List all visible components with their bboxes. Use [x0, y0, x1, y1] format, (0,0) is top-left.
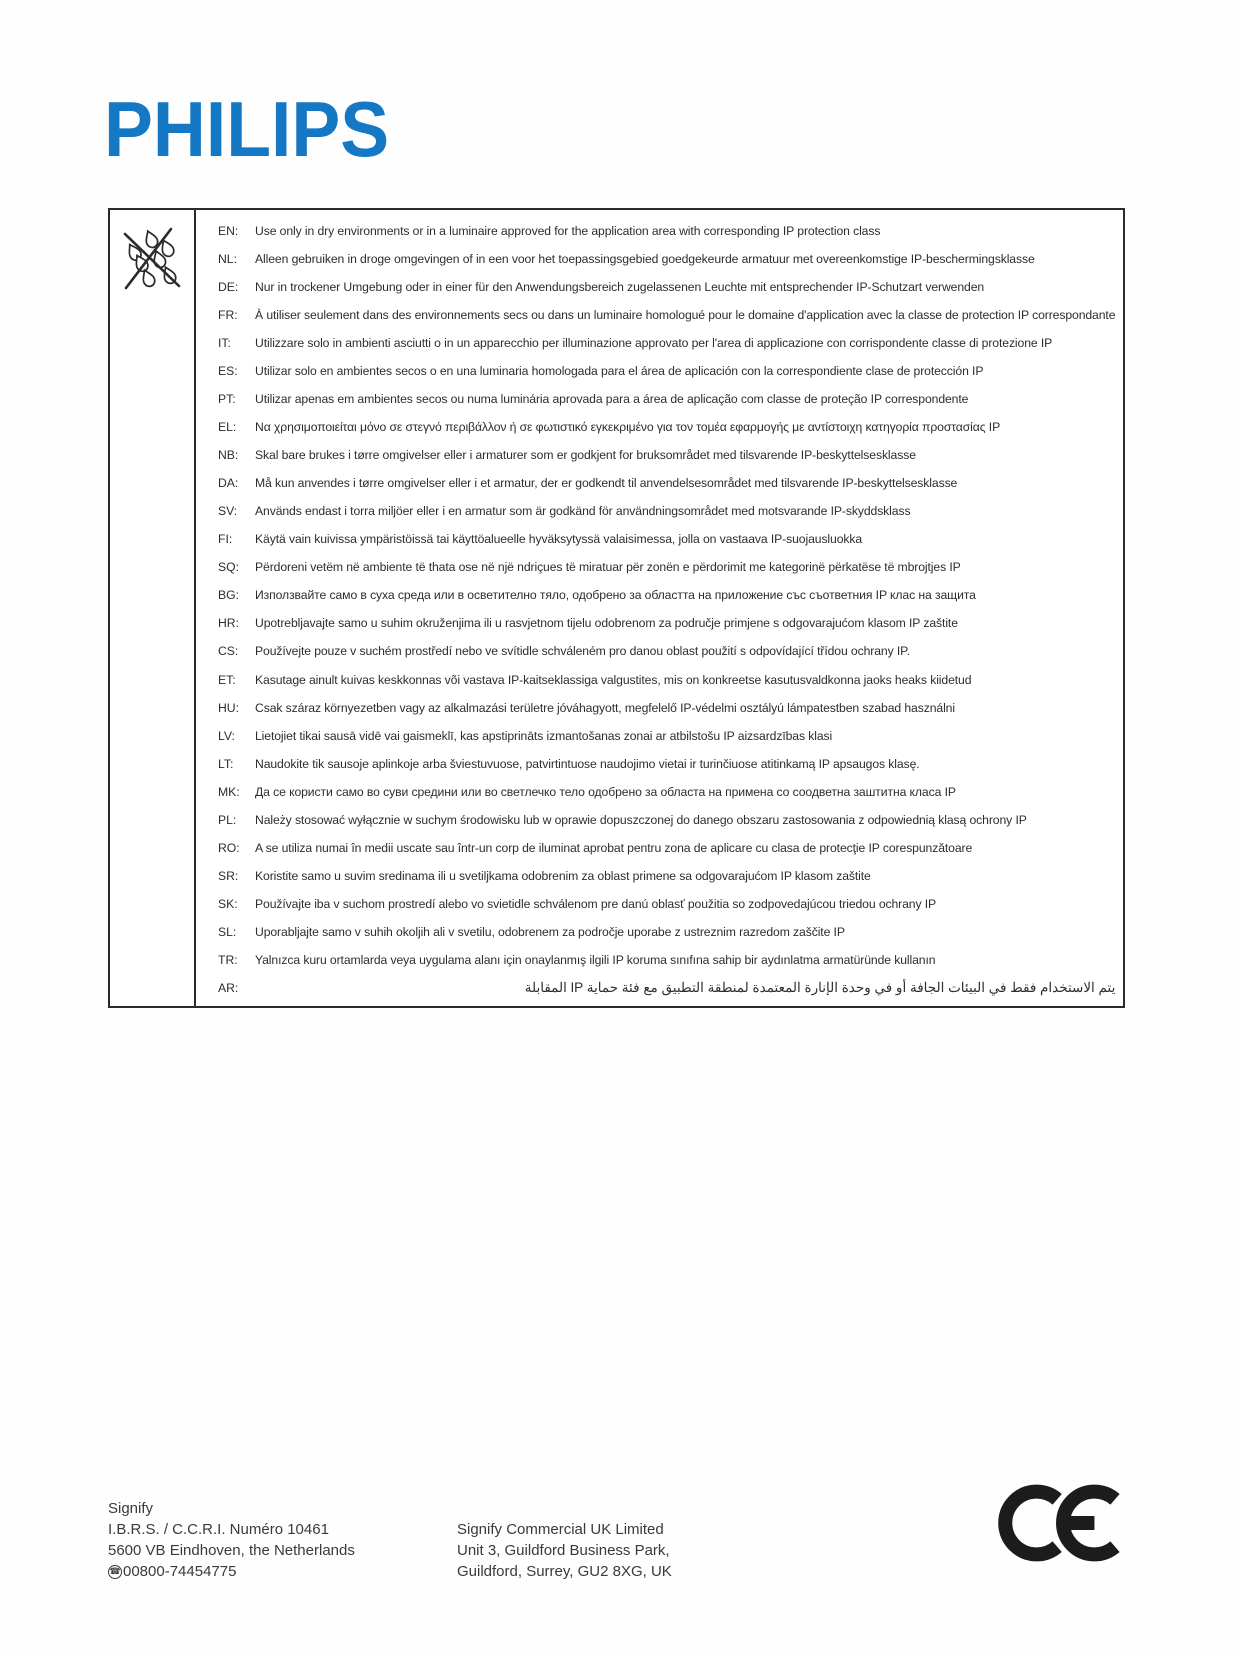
language-code: PL:	[218, 812, 237, 827]
language-code: SQ:	[218, 560, 239, 575]
language-row	[218, 637, 1115, 665]
language-row	[218, 946, 1115, 974]
uk-company-name: Signify Commercial UK Limited	[457, 1521, 664, 1538]
language-row	[218, 357, 1115, 385]
language-text: Należy stosować wyłącznie w suchym środowisku lub w oprawie dopuszczonej do danego obszaru zastosowania z odpowiednią klasą ochrony IP	[255, 812, 1027, 827]
phone-number: 00800-74454775	[123, 1563, 237, 1580]
language-row	[218, 834, 1115, 862]
language-row	[218, 862, 1115, 890]
uk-address-line1: Unit 3, Guildford Business Park,	[457, 1542, 670, 1559]
language-text: A se utiliza numai în medii uscate sau într-un corp de iluminat aprobat pentru zona de aplicare cu clasa de protecţie IP corespunzătoare	[255, 840, 973, 855]
philips-logo: PHILIPS	[104, 85, 390, 173]
language-row	[218, 890, 1115, 918]
language-code: HR:	[218, 616, 239, 631]
signify-ibrs-line: I.B.R.S. / C.C.R.I. Numéro 10461	[108, 1521, 329, 1538]
language-text: Përdoreni vetëm në ambiente të thata ose në një ndriçues të miratuar për zonën e përdorimit me kategorinë përkatëse të mbrojtjes IP	[255, 560, 961, 575]
language-text: Används endast i torra miljöer eller i en armatur som är godkänd för användningsområdet med motsvarande IP-skyddsklass	[255, 504, 911, 519]
language-text: Používajte iba v suchom prostredí alebo vo svietidle schválenom pre danú oblasť použitia so zodpovedajúcou triedou ochrany IP	[255, 896, 937, 911]
language-code: FI:	[218, 532, 233, 547]
language-code: BG:	[218, 588, 239, 603]
language-code: NL:	[218, 252, 237, 267]
language-row	[218, 525, 1115, 553]
language-code: FR:	[218, 308, 238, 323]
language-code: LT:	[218, 756, 234, 771]
language-row	[218, 918, 1115, 946]
language-code: SV:	[218, 504, 238, 519]
language-code: EL:	[218, 420, 237, 435]
language-code: NB:	[218, 448, 239, 463]
language-row	[218, 301, 1115, 329]
language-row	[218, 329, 1115, 357]
language-text: Koristite samo u suvim sredinama ili u svetiljkama odobrenim za oblast primene sa odgovarajućom IP klasom zaštite	[255, 868, 871, 883]
language-code: DA:	[218, 476, 239, 491]
language-text: Lietojiet tikai sausā vidē vai gaismeklī, kas apstiprināts izmantošanas zonai ar atbilstošu IP aizsardzības klasi	[255, 728, 833, 743]
language-rows	[196, 210, 1129, 1006]
language-text: Alleen gebruiken in droge omgevingen of in een voor het toepassingsgebied goedgekeurde armatuur met overeenkomstige IP-beschermingsklasse	[255, 252, 1035, 267]
language-code: LV:	[218, 728, 235, 743]
language-row	[218, 750, 1115, 778]
language-row	[218, 217, 1115, 245]
language-row	[218, 497, 1115, 525]
language-text: Naudokite tik sausoje aplinkoje arba šviestuvuose, patvirtintuose naudojimo vietai ir turinčiuose atitinkamą IP apsaugos klasę.	[255, 756, 920, 771]
ce-mark-icon	[997, 1481, 1125, 1570]
language-code: ET:	[218, 672, 236, 687]
signify-phone-line	[108, 1561, 355, 1582]
language-code: PT:	[218, 392, 236, 407]
language-text: Utilizzare solo in ambienti asciutti o in un apparecchio per illuminazione approvato per l'area di applicazione con corrispondente classe di protezione IP	[255, 336, 1053, 351]
language-text: Yalnızca kuru ortamlarda veya uygulama alanı için onaylanmış ilgili IP koruma sınıfına sahip bir aydınlatma armatüründe kullanın	[255, 952, 936, 967]
language-text: Να χρησιμοποιείται μόνο σε στεγνό περιβάλλον ή σε φωτιστικό εγκεκριμένο για τον τομέα εφαρμογής με αντίστοιχη κατηγορία προστασίας IP	[255, 420, 1001, 435]
no-water-drops-icon	[121, 225, 183, 291]
language-code: SR:	[218, 868, 239, 883]
language-code: ES:	[218, 364, 238, 379]
language-row	[218, 553, 1115, 581]
language-row	[218, 413, 1115, 441]
language-text: Utilizar apenas em ambientes secos ou numa luminária aprovada para a área de aplicação com classe de proteção IP correspondente	[255, 392, 969, 407]
language-text: Používejte pouze v suchém prostředí nebo ve svítidle schváleném pro danou oblast použití s odpovídající třídou ochrany IP.	[255, 644, 910, 659]
icon-cell	[110, 210, 196, 1006]
language-text: Upotrebljavajte samo u suhim okruženjima ili u rasvjetnom tijelu odobrenom za područje primjene s odgovarajućom klasom IP zaštite	[255, 616, 958, 631]
language-row	[218, 385, 1115, 413]
language-text: Kasutage ainult kuivas keskkonnas või vastava IP-kaitseklassiga valgustites, mis on konkreetse kasutusvaldkonna jaoks heaks kiidetud	[255, 672, 972, 687]
language-row	[218, 806, 1115, 834]
language-code: AR:	[218, 980, 239, 995]
language-row	[218, 666, 1115, 694]
language-text: À utiliser seulement dans des environnements secs ou dans un luminaire homologué pour le domaine d'application avec la classe de protection IP correspondante	[255, 308, 1116, 323]
uk-address-block	[457, 1519, 672, 1582]
language-code: DE:	[218, 280, 239, 295]
language-text: Use only in dry environments or in a luminaire approved for the application area with corresponding IP protection class	[255, 224, 881, 239]
language-code: IT:	[218, 336, 231, 351]
language-row	[218, 273, 1115, 301]
language-code: HU:	[218, 700, 239, 715]
language-text: Nur in trockener Umgebung oder in einer für den Anwendungsbereich zugelassenen Leuchte mit entsprechender IP-Schutzart verwenden	[255, 280, 985, 295]
safety-notice-box	[108, 208, 1125, 1008]
phone-icon: ☎	[108, 1565, 122, 1579]
uk-address-line2: Guildford, Surrey, GU2 8XG, UK	[457, 1563, 672, 1580]
language-row	[218, 694, 1115, 722]
language-code: CS:	[218, 644, 239, 659]
signify-address-block	[108, 1498, 355, 1582]
language-row	[218, 245, 1115, 273]
language-text: Да се користи само во суви средини или во светлечко тело одобрено за областа на примена со соодветна заштитна класа IP	[255, 784, 956, 799]
language-text: Utilizar solo en ambientes secos o en una luminaria homologada para el área de aplicación con la correspondiente clase de protección IP	[255, 364, 984, 379]
language-code: TR:	[218, 952, 238, 967]
language-row	[218, 722, 1115, 750]
language-code: RO:	[218, 840, 240, 855]
language-text: Използвайте само в суха среда или в осветително тяло, одобрено за областта на приложение със съответния IP клас на защита	[255, 588, 976, 603]
language-row	[218, 581, 1115, 609]
language-text: Skal bare brukes i tørre omgivelser eller i armaturer som er godkjent for bruksområdet med tilsvarende IP-beskyttelsesklasse	[255, 448, 916, 463]
language-row	[218, 778, 1115, 806]
language-code: EN:	[218, 224, 239, 239]
signify-city-line: 5600 VB Eindhoven, the Netherlands	[108, 1542, 355, 1559]
language-row	[218, 441, 1115, 469]
language-code: SL:	[218, 924, 237, 939]
signify-name: Signify	[108, 1500, 154, 1517]
language-code: MK:	[218, 784, 240, 799]
language-row	[218, 974, 1115, 1002]
language-row	[218, 609, 1115, 637]
language-text: يتم الاستخدام فقط في البيئات الجافة أو في وحدة الإنارة المعتمدة لمنطقة التطبيق مع فئة حماية IP المقابلة	[524, 979, 1116, 995]
language-text: Käytä vain kuivissa ympäristöissä tai käyttöalueelle hyväksytyssä valaisimessa, jolla on vastaava IP-suojausluokka	[255, 532, 863, 547]
language-text: Uporabljajte samo v suhih okoljih ali v svetilu, odobrenem za področje uporabe z ustreznim razredom zaščite IP	[255, 924, 845, 939]
language-text: Csak száraz környezetben vagy az alkalmazási területre jóváhagyott, megfelelő IP-védelmi osztályú lámpatestben szabad használni	[255, 700, 955, 715]
language-text: Må kun anvendes i tørre omgivelser eller i et armatur, der er godkendt til anvendelsesområdet med tilsvarende IP-beskyttelsesklasse	[255, 476, 958, 491]
language-row	[218, 469, 1115, 497]
language-code: SK:	[218, 896, 238, 911]
